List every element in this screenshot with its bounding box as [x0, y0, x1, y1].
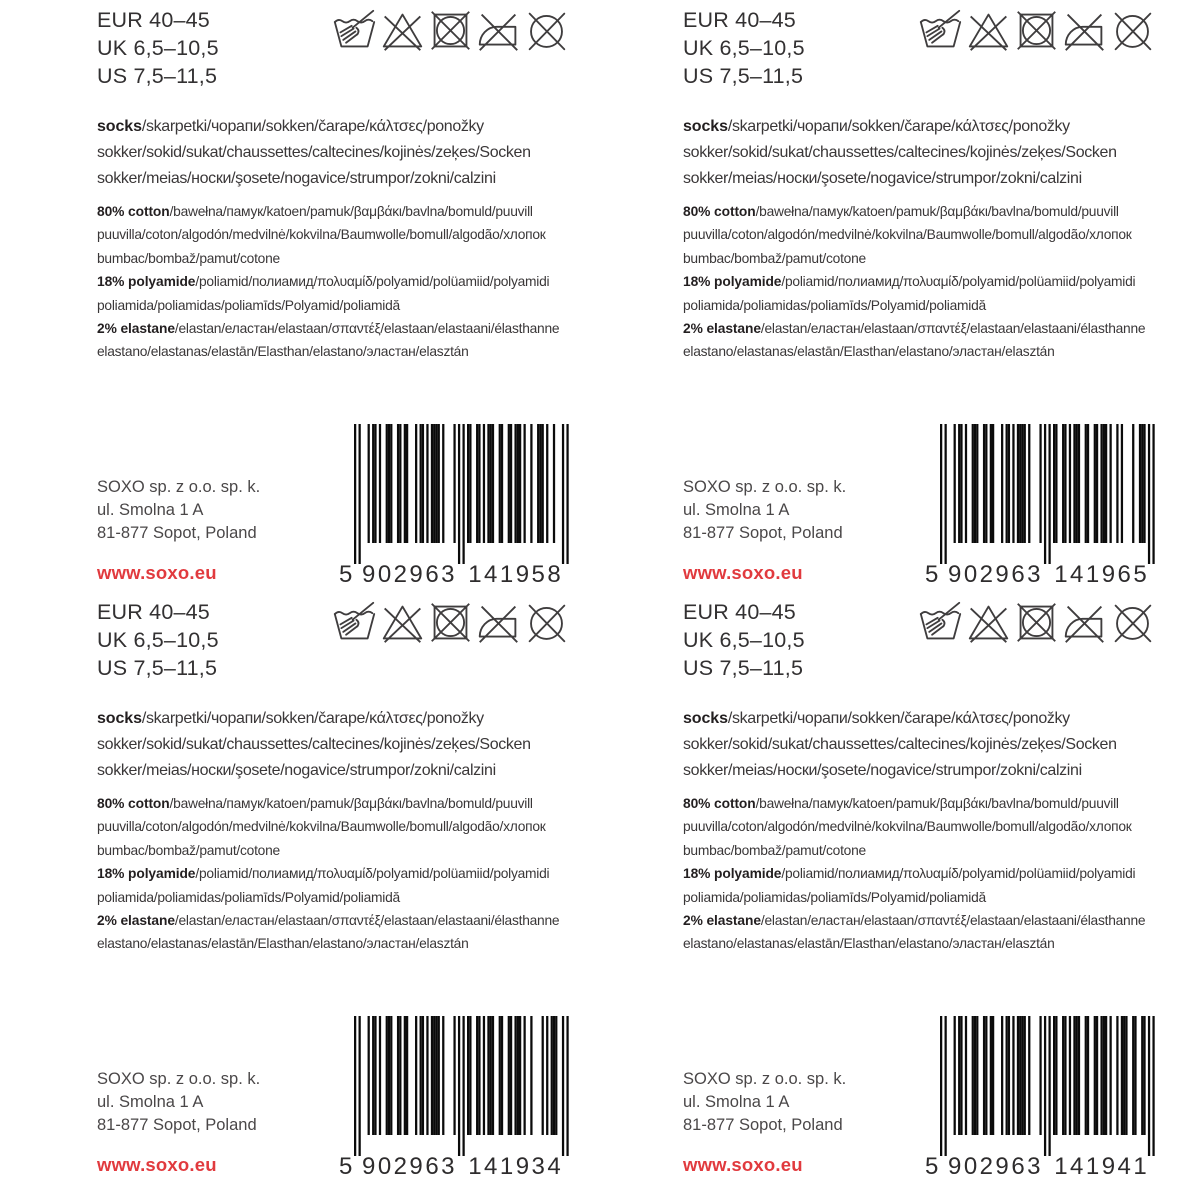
- product-name-line: sokker/sokid/sukat/chaussettes/caltecines/kojinės/zeķes/Socken: [97, 144, 531, 161]
- barcode-digit: 6: [425, 561, 439, 586]
- address-line: SOXO sp. z o.o. sp. k.: [97, 1070, 261, 1088]
- size-uk: UK 6,5–10,5: [97, 628, 219, 652]
- do-not-bleach-icon: [966, 8, 1011, 53]
- composition-line: 80% cotton/bawełna/памук/katoen/pamuk/βαμβάκι/bavlna/bomuld/puuvill: [97, 796, 533, 811]
- size-us: US 7,5–11,5: [97, 656, 218, 680]
- manufacturer-address: [97, 476, 260, 545]
- composition-line: puuvilla/coton/algodón/medvilnė/kokvilna/Baumwolle/bomull/algodão/хлопок: [97, 227, 546, 243]
- size-us: US 7,5–11,5: [683, 64, 804, 88]
- barcode-digit: 9: [1101, 561, 1116, 586]
- composition-line: bumbac/bombaž/pamut/cotone: [683, 842, 866, 858]
- composition-line: elastano/elastanas/elastān/Elasthan/elastano/эластан/elasztán: [97, 344, 469, 360]
- do-not-dry-clean-icon: [524, 8, 569, 53]
- barcode-digit: 5: [339, 1153, 353, 1178]
- composition-line: poliamida/poliamidas/poliamīds/Polyamid/poliamidă: [683, 297, 986, 313]
- do-not-tumble-dry-icon: [428, 600, 473, 645]
- product-name-line: sokker/sokid/sukat/chaussettes/caltecines/kojinės/zeķes/Socken: [683, 144, 1117, 161]
- size-us: US 7,5–11,5: [97, 64, 218, 88]
- composition-multilang: [683, 792, 1145, 956]
- composition-line: 80% cotton/bawełna/памук/katoen/pamuk/βαμβάκι/bavlna/bomuld/puuvill: [683, 796, 1119, 811]
- composition-line: poliamida/poliamidas/poliamīds/Polyamid/poliamidă: [97, 297, 400, 313]
- barcode-digit: 1: [468, 561, 482, 586]
- product-name-line: sokker/meias/носки/şosete/nogavice/strumpor/zokni/calzini: [97, 170, 496, 187]
- product-name-line: socks/skarpetki/чорапи/sokken/čarape/κάλτσες/ponožky: [683, 118, 1070, 135]
- product-name-line: sokker/meias/носки/şosete/nogavice/strumpor/zokni/calzini: [683, 762, 1082, 779]
- composition-line: elastano/elastanas/elastān/Elasthan/elastano/эластан/elasztán: [683, 344, 1055, 360]
- size-list: [683, 6, 805, 90]
- barcode-digit: 3: [441, 561, 455, 586]
- ean13-barcode: [339, 424, 569, 586]
- composition-line: 2% elastane/elastan/еластан/elastaan/σπαντέξ/elastaan/elastaani/élasthanne: [97, 913, 560, 929]
- care-symbols-row: [332, 600, 569, 645]
- size-uk: UK 6,5–10,5: [683, 628, 805, 652]
- hand-wash-icon: [332, 8, 377, 53]
- do-not-iron-icon: [476, 600, 521, 645]
- composition-line: 2% elastane/elastan/еластан/elastaan/σπαντέξ/elastaan/elastaani/élasthanne: [683, 321, 1146, 337]
- barcode-digit: 4: [1117, 1153, 1131, 1178]
- website-url: www.soxo.eu: [683, 1154, 803, 1175]
- do-not-bleach-icon: [380, 600, 425, 645]
- do-not-tumble-dry-icon: [1014, 600, 1059, 645]
- product-name-line: sokker/sokid/sukat/chaussettes/caltecines/kojinės/zeķes/Socken: [97, 736, 531, 753]
- barcode-digit: 3: [441, 1153, 455, 1178]
- barcode-digit: 5: [339, 561, 353, 586]
- barcode-digit: 3: [1027, 1153, 1041, 1178]
- barcode-digit: 9: [948, 1153, 962, 1178]
- do-not-dry-clean-icon: [1110, 8, 1155, 53]
- size-uk: UK 6,5–10,5: [683, 36, 805, 60]
- do-not-bleach-icon: [966, 600, 1011, 645]
- barcode-digit: 1: [1054, 1153, 1068, 1178]
- barcode-digit: 9: [948, 561, 962, 586]
- barcode-digits: [925, 561, 1147, 586]
- hand-wash-icon: [332, 600, 377, 645]
- barcode-digit: 5: [531, 561, 545, 586]
- size-eur: EUR 40–45: [683, 600, 796, 624]
- composition-line: 80% cotton/bawełna/памук/katoen/pamuk/βαμβάκι/bavlna/bomuld/puuvill: [683, 204, 1119, 219]
- composition-line: bumbac/bombaž/pamut/cotone: [97, 250, 280, 266]
- size-list: [97, 6, 219, 90]
- composition-line: poliamida/poliamidas/poliamīds/Polyamid/poliamidă: [683, 889, 986, 905]
- composition-line: 18% polyamide/poliamid/полиамид/πολυαμίδ/polyamid/polüamiid/polyamidi: [97, 866, 550, 882]
- product-name-multilang: [97, 706, 531, 784]
- composition-line: puuvilla/coton/algodón/medvilnė/kokvilna/Baumwolle/bomull/algodão/хлопок: [683, 227, 1132, 243]
- care-symbols-row: [918, 600, 1155, 645]
- barcode-digit: 3: [1027, 561, 1041, 586]
- composition-line: 80% cotton/bawełna/памук/katoen/pamuk/βαμβάκι/bavlna/bomuld/puuvill: [97, 204, 533, 219]
- barcode-digit: 4: [1070, 561, 1084, 586]
- size-us: US 7,5–11,5: [683, 656, 804, 680]
- do-not-iron-icon: [476, 8, 521, 53]
- composition-line: 2% elastane/elastan/еластан/elastaan/σπαντέξ/elastaan/elastaani/élasthanne: [97, 321, 560, 337]
- barcode-digit: 6: [1011, 561, 1025, 586]
- barcode-digit: 8: [547, 561, 561, 586]
- address-line: 81-877 Sopot, Poland: [683, 1116, 843, 1134]
- barcode-digit: 9: [995, 561, 1009, 586]
- address-line: ul. Smolna 1 A: [683, 501, 790, 519]
- barcode-bars: [940, 424, 1155, 564]
- address-line: 81-877 Sopot, Poland: [97, 524, 257, 542]
- size-eur: EUR 40–45: [97, 8, 210, 32]
- product-name-multilang: [683, 706, 1117, 784]
- size-eur: EUR 40–45: [683, 8, 796, 32]
- barcode-digit: 1: [468, 1153, 482, 1178]
- barcode-digit: 5: [1133, 561, 1147, 586]
- address-line: SOXO sp. z o.o. sp. k.: [683, 1070, 847, 1088]
- barcode-digit: 1: [1054, 561, 1068, 586]
- size-uk: UK 6,5–10,5: [97, 36, 219, 60]
- do-not-tumble-dry-icon: [428, 8, 473, 53]
- product-name-line: socks/skarpetki/чорапи/sokken/čarape/κάλτσες/ponožky: [683, 710, 1070, 727]
- barcode-digit: 4: [1070, 1153, 1084, 1178]
- sock-label-bottom-right: [683, 598, 1155, 1190]
- sock-label-top-left: [97, 6, 569, 598]
- barcode-digit: 6: [425, 1153, 439, 1178]
- composition-line: puuvilla/coton/algodón/medvilnė/kokvilna/Baumwolle/bomull/algodão/хлопок: [683, 819, 1132, 835]
- barcode-digit: 2: [393, 1153, 407, 1178]
- product-name-line: socks/skarpetki/чорапи/sokken/čarape/κάλτσες/ponožky: [97, 710, 484, 727]
- product-name-line: sokker/sokid/sukat/chaussettes/caltecines/kojinės/zeķes/Socken: [683, 736, 1117, 753]
- barcode-digit: 9: [409, 561, 423, 586]
- size-eur: EUR 40–45: [97, 600, 210, 624]
- website-url: www.soxo.eu: [97, 562, 217, 583]
- barcode-digit: 1: [499, 561, 514, 586]
- address-line: SOXO sp. z o.o. sp. k.: [97, 478, 261, 496]
- barcode-digit: 1: [1133, 1153, 1147, 1178]
- product-name-multilang: [683, 114, 1117, 192]
- barcode-digits: [925, 1153, 1147, 1178]
- hand-wash-icon: [918, 8, 963, 53]
- barcode-digit: 4: [547, 1153, 561, 1178]
- composition-line: 18% polyamide/poliamid/полиамид/πολυαμίδ/polyamid/polüamiid/polyamidi: [683, 866, 1136, 882]
- composition-line: poliamida/poliamidas/poliamīds/Polyamid/poliamidă: [97, 889, 400, 905]
- do-not-iron-icon: [1062, 600, 1107, 645]
- sock-label-bottom-left: [97, 598, 569, 1190]
- composition-line: elastano/elastanas/elastān/Elasthan/elastano/эластан/elasztán: [97, 936, 469, 952]
- do-not-dry-clean-icon: [1110, 600, 1155, 645]
- barcode-digit: 0: [377, 1153, 392, 1178]
- barcode-digit: 9: [995, 1153, 1009, 1178]
- address-line: SOXO sp. z o.o. sp. k.: [683, 478, 847, 496]
- address-line: 81-877 Sopot, Poland: [683, 524, 843, 542]
- barcode-bars: [940, 1016, 1155, 1156]
- barcode-digit: 4: [484, 561, 498, 586]
- website-url: www.soxo.eu: [97, 1154, 217, 1175]
- barcode-digit: 6: [1117, 561, 1131, 586]
- manufacturer-address: [97, 1068, 260, 1137]
- website-url: www.soxo.eu: [683, 562, 803, 583]
- do-not-tumble-dry-icon: [1014, 8, 1059, 53]
- composition-line: puuvilla/coton/algodón/medvilnė/kokvilna/Baumwolle/bomull/algodão/хлопок: [97, 819, 546, 835]
- barcode-digit: 1: [1085, 561, 1100, 586]
- barcode-bars: [354, 424, 569, 564]
- barcode-digit: 5: [925, 561, 939, 586]
- address-line: 81-877 Sopot, Poland: [97, 1116, 257, 1134]
- composition-line: 2% elastane/elastan/еластан/elastaan/σπαντέξ/elastaan/elastaani/élasthanne: [683, 913, 1146, 929]
- composition-line: elastano/elastanas/elastān/Elasthan/elastano/эластан/elasztán: [683, 936, 1055, 952]
- composition-line: 18% polyamide/poliamid/полиамид/πολυαμίδ/polyamid/polüamiid/polyamidi: [97, 274, 550, 290]
- address-line: ul. Smolna 1 A: [97, 501, 204, 519]
- barcode-digit: 4: [484, 1153, 498, 1178]
- barcode-digit: 0: [963, 561, 978, 586]
- barcode-digit: 2: [393, 561, 407, 586]
- barcode-digit: 9: [1101, 1153, 1116, 1178]
- barcode-digit: 1: [1085, 1153, 1100, 1178]
- product-name-multilang: [97, 114, 531, 192]
- composition-multilang: [683, 200, 1145, 364]
- barcode-digit: 2: [979, 1153, 993, 1178]
- composition-line: bumbac/bombaž/pamut/cotone: [97, 842, 280, 858]
- barcode-digit: 0: [963, 1153, 978, 1178]
- manufacturer-address: [683, 476, 846, 545]
- barcode-digit: 1: [499, 1153, 514, 1178]
- size-list: [683, 598, 805, 682]
- care-symbols-row: [918, 8, 1155, 53]
- manufacturer-address: [683, 1068, 846, 1137]
- address-line: ul. Smolna 1 A: [683, 1093, 790, 1111]
- product-name-line: sokker/meias/носки/şosete/nogavice/strumpor/zokni/calzini: [683, 170, 1082, 187]
- ean13-barcode: [925, 1016, 1155, 1178]
- composition-line: 18% polyamide/poliamid/полиамид/πολυαμίδ/polyamid/polüamiid/polyamidi: [683, 274, 1136, 290]
- composition-multilang: [97, 200, 559, 364]
- barcode-digits: [339, 1153, 561, 1178]
- product-name-line: socks/skarpetki/чорапи/sokken/čarape/κάλτσες/ponožky: [97, 118, 484, 135]
- size-list: [97, 598, 219, 682]
- barcode-digit: 0: [377, 561, 392, 586]
- barcode-digit: 2: [979, 561, 993, 586]
- product-name-line: sokker/meias/носки/şosete/nogavice/strumpor/zokni/calzini: [97, 762, 496, 779]
- barcode-digits: [339, 561, 561, 586]
- ean13-barcode: [339, 1016, 569, 1178]
- composition-line: bumbac/bombaž/pamut/cotone: [683, 250, 866, 266]
- barcode-digit: 9: [362, 561, 376, 586]
- barcode-digit: 6: [1011, 1153, 1025, 1178]
- barcode-digit: 3: [531, 1153, 545, 1178]
- hand-wash-icon: [918, 600, 963, 645]
- barcode-digit: 9: [515, 1153, 530, 1178]
- barcode-bars: [354, 1016, 569, 1156]
- sock-label-top-right: [683, 6, 1155, 598]
- barcode-digit: 5: [925, 1153, 939, 1178]
- barcode-digit: 9: [409, 1153, 423, 1178]
- care-symbols-row: [332, 8, 569, 53]
- address-line: ul. Smolna 1 A: [97, 1093, 204, 1111]
- ean13-barcode: [925, 424, 1155, 586]
- barcode-digit: 9: [362, 1153, 376, 1178]
- do-not-bleach-icon: [380, 8, 425, 53]
- composition-multilang: [97, 792, 559, 956]
- do-not-iron-icon: [1062, 8, 1107, 53]
- do-not-dry-clean-icon: [524, 600, 569, 645]
- barcode-digit: 9: [515, 561, 530, 586]
